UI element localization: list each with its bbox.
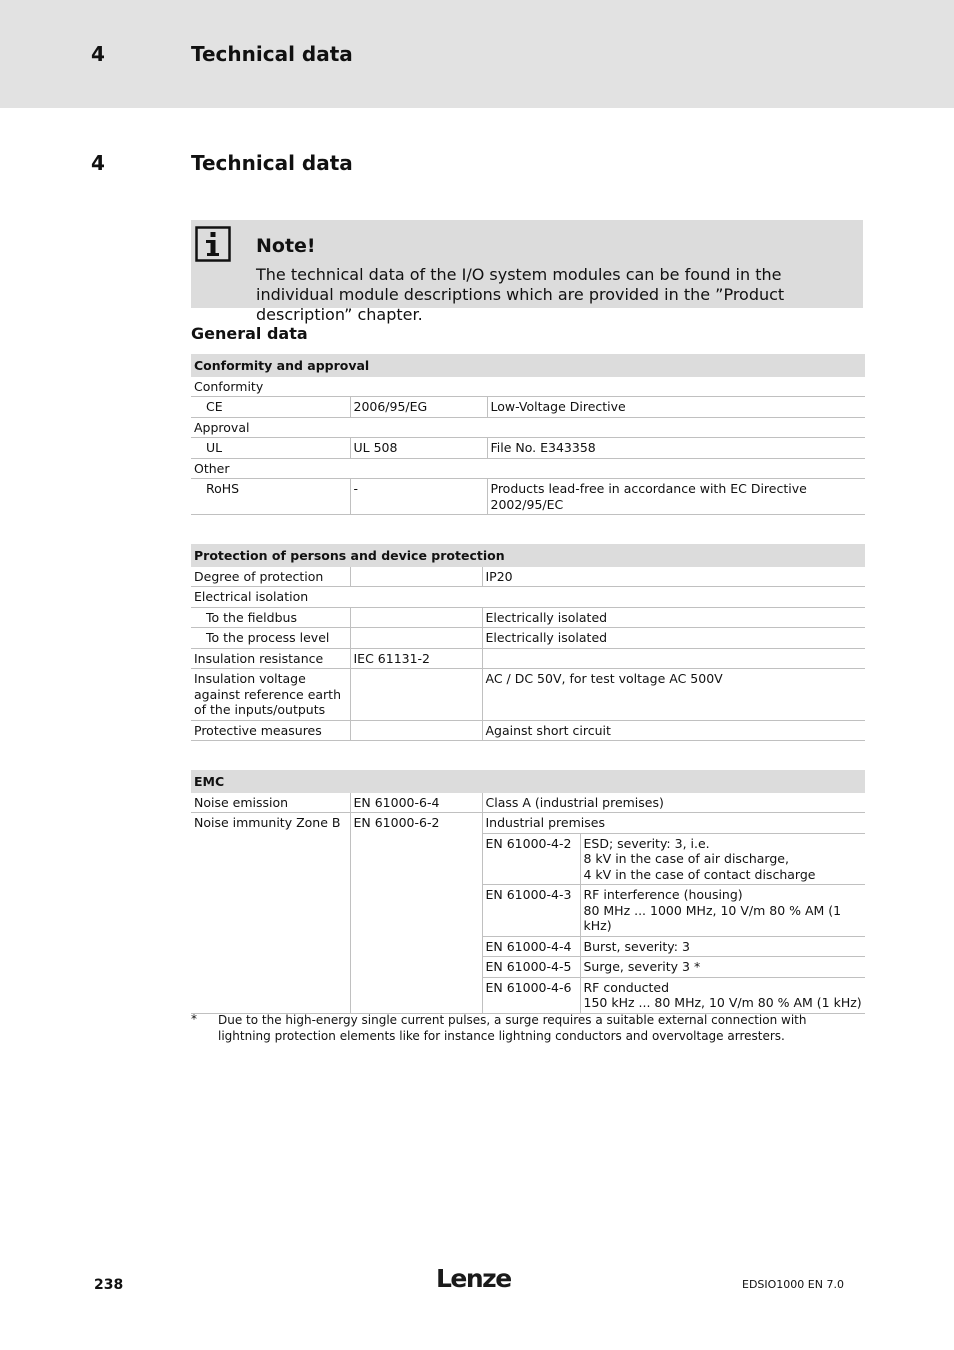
cell-line: 4 kV in the case of contact discharge bbox=[583, 866, 816, 882]
cell-test-value bbox=[580, 936, 865, 957]
table-row bbox=[191, 567, 865, 587]
cell-standard: IEC 61131-2 bbox=[350, 648, 482, 669]
cell-name: RoHS bbox=[191, 479, 350, 515]
cell-value: Low-Voltage Directive bbox=[487, 397, 865, 418]
cell-name: Degree of protection bbox=[191, 567, 350, 587]
table-row bbox=[191, 720, 865, 741]
protection-table bbox=[191, 544, 865, 741]
table-row bbox=[191, 607, 865, 628]
table-header: Conformity and approval bbox=[191, 354, 865, 377]
cell-standard bbox=[350, 567, 482, 587]
cell-name: Protective measures bbox=[191, 720, 350, 741]
table-row bbox=[191, 479, 865, 515]
table-row bbox=[191, 628, 865, 649]
cell-standard: - bbox=[350, 479, 487, 515]
cell-test-standard: EN 61000-4-4 bbox=[482, 936, 580, 957]
cell-name: To the fieldbus bbox=[191, 607, 350, 628]
cell-value: Class A (industrial premises) bbox=[482, 793, 865, 813]
cell-value: Electrically isolated bbox=[482, 628, 865, 649]
cell-name: CE bbox=[191, 397, 350, 418]
cell-name: Insulation voltage against reference earth of the inputs/outputs bbox=[191, 669, 350, 721]
cell-line: 80 MHz ... 1000 MHz, 10 V/m 80 % AM (1 kHz) bbox=[583, 902, 842, 933]
cell-standard: EN 61000-6-4 bbox=[350, 793, 482, 813]
cell-value: Industrial premises bbox=[482, 813, 865, 834]
emc-table bbox=[191, 770, 865, 1014]
table-row bbox=[191, 397, 865, 418]
cell-line: ESD; severity: 3, i.e. bbox=[583, 835, 710, 851]
table-row bbox=[191, 813, 865, 834]
cell-name: To the process level bbox=[191, 628, 350, 649]
note-text: The technical data of the I/O system modules can be found in the individual module descriptions which are provided in the ”Product description” chapter. bbox=[256, 265, 785, 324]
header-chapter-number: 4 bbox=[91, 42, 105, 66]
footnote-text: Due to the high-energy single current pulses, a surge requires a suitable external connection with lightning protection elements like for instance lightning conductors and overvoltage arresters. bbox=[218, 1013, 807, 1043]
table-row bbox=[191, 793, 865, 813]
cell-name: UL bbox=[191, 438, 350, 459]
cell-line: Burst, severity: 3 bbox=[583, 938, 690, 954]
cell-standard: UL 508 bbox=[350, 438, 487, 459]
section-title: Technical data bbox=[191, 151, 353, 175]
cell-test-value bbox=[580, 833, 865, 885]
cell-name: Noise immunity Zone B bbox=[191, 813, 350, 1014]
table-header: Protection of persons and device protection bbox=[191, 544, 865, 567]
cell-line: RF interference (housing) bbox=[583, 887, 743, 902]
info-icon bbox=[195, 226, 231, 262]
section-number: 4 bbox=[91, 151, 105, 175]
row-group-label: Other bbox=[191, 458, 865, 479]
cell-name: Insulation resistance bbox=[191, 648, 350, 669]
cell-test-value bbox=[580, 885, 865, 937]
document-id: EDSIO1000 EN 7.0 bbox=[742, 1278, 844, 1291]
cell-line: 150 kHz ... 80 MHz, 10 V/m 80 % AM (1 kHz) bbox=[583, 995, 862, 1010]
cell-test-standard: EN 61000-4-3 bbox=[482, 885, 580, 937]
conformity-table bbox=[191, 354, 865, 515]
cell-test-value bbox=[580, 957, 865, 978]
row-group-label: Electrical isolation bbox=[191, 587, 865, 608]
footnote-marker: * bbox=[191, 1012, 197, 1026]
cell-test-standard: EN 61000-4-2 bbox=[482, 833, 580, 885]
row-group-label: Approval bbox=[191, 417, 865, 438]
cell-standard bbox=[350, 720, 482, 741]
cell-standard bbox=[350, 607, 482, 628]
cell-line: 8 kV in the case of air discharge, bbox=[583, 851, 789, 866]
cell-test-value bbox=[580, 977, 865, 1013]
table-row bbox=[191, 669, 865, 721]
table-row bbox=[191, 648, 865, 669]
cell-value bbox=[482, 648, 865, 669]
page-header-band bbox=[0, 0, 954, 108]
cell-test-standard: EN 61000-4-5 bbox=[482, 957, 580, 978]
cell-standard: EN 61000-6-2 bbox=[350, 813, 482, 1014]
cell-value: Products lead-free in accordance with EC Directive 2002/95/EC bbox=[487, 479, 865, 515]
cell-line: Surge, severity 3 * bbox=[583, 959, 701, 974]
cell-line: RF conducted bbox=[583, 979, 670, 995]
header-chapter-title: Technical data bbox=[191, 42, 353, 66]
cell-name: Noise emission bbox=[191, 793, 350, 813]
general-data-heading: General data bbox=[191, 324, 308, 343]
page-number: 238 bbox=[94, 1277, 124, 1293]
note-title: Note! bbox=[256, 235, 316, 257]
cell-standard: 2006/95/EG bbox=[350, 397, 487, 418]
table-row bbox=[191, 438, 865, 459]
lenze-logo: Lenze bbox=[436, 1264, 511, 1293]
cell-value: IP20 bbox=[482, 567, 865, 587]
cell-value: Electrically isolated bbox=[482, 607, 865, 628]
cell-value: Against short circuit bbox=[482, 720, 865, 741]
note-box bbox=[191, 220, 863, 324]
cell-value: File No. E343358 bbox=[487, 438, 865, 459]
cell-standard bbox=[350, 669, 482, 721]
cell-standard bbox=[350, 628, 482, 649]
cell-value: AC / DC 50V, for test voltage AC 500V bbox=[482, 669, 865, 721]
cell-test-standard: EN 61000-4-6 bbox=[482, 977, 580, 1013]
row-group-label: Conformity bbox=[191, 377, 865, 397]
table-header: EMC bbox=[191, 770, 865, 793]
